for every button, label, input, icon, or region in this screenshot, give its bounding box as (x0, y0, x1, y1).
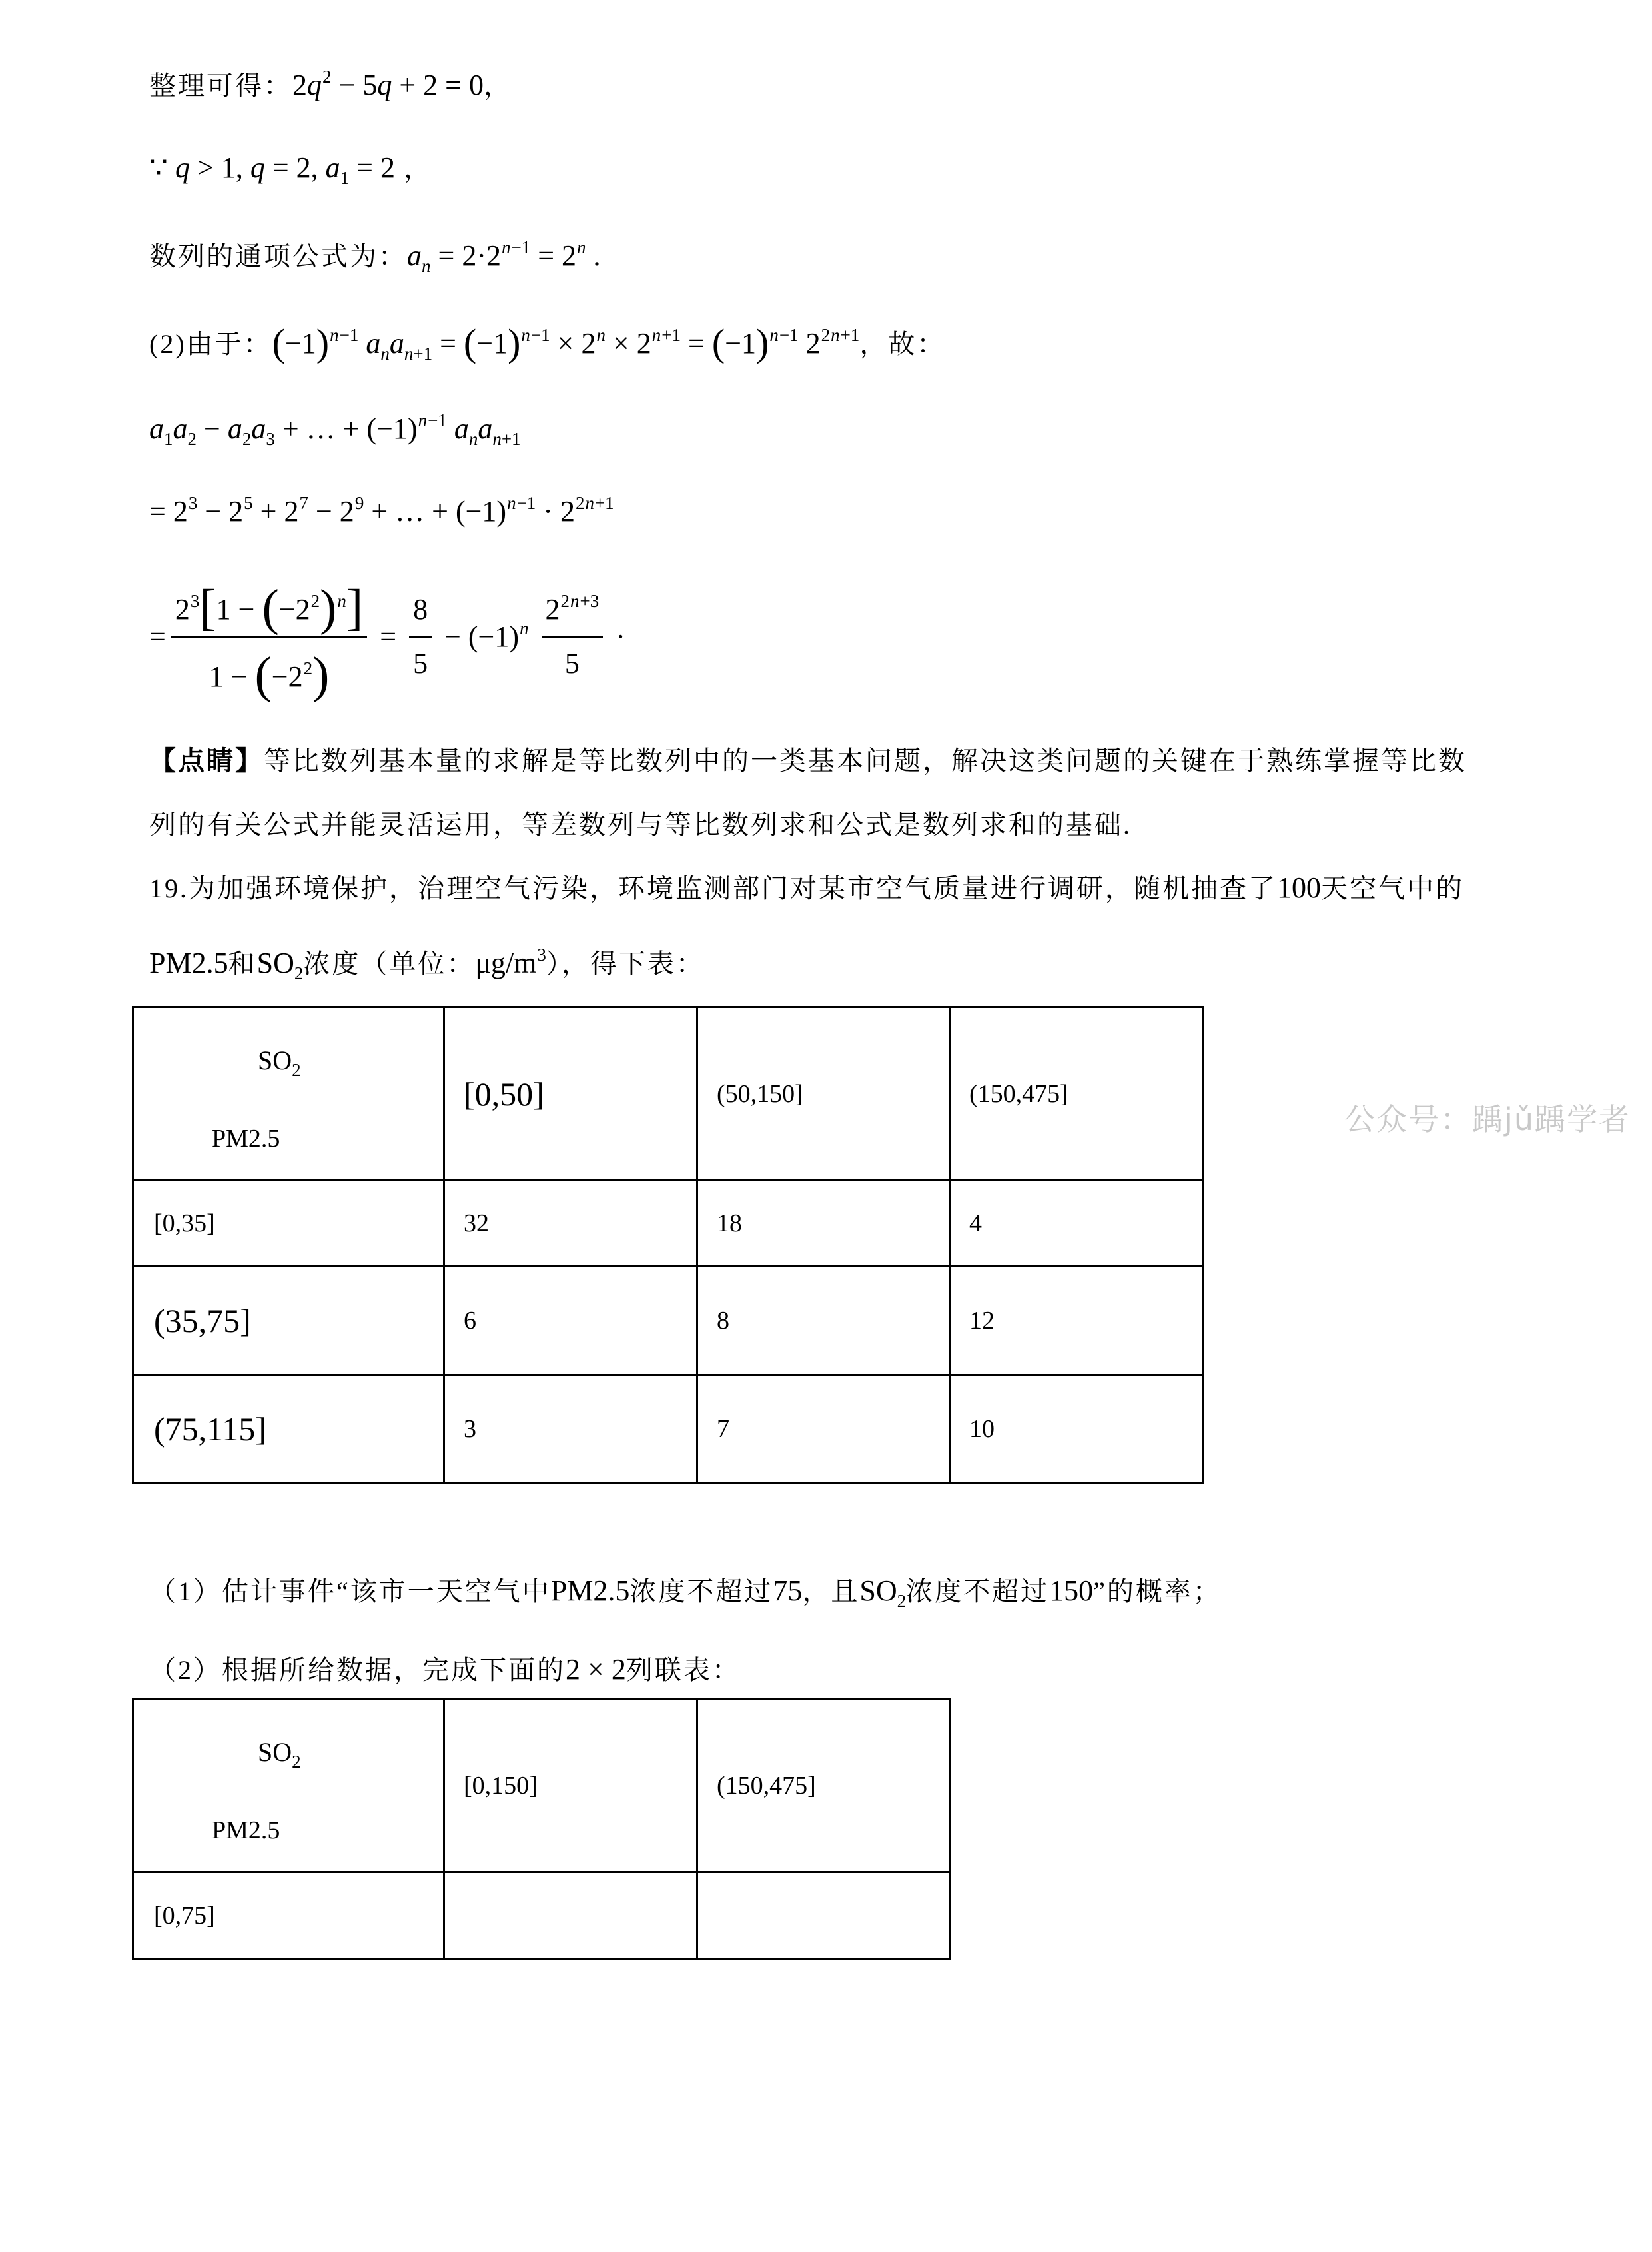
math-symbols: SO (256, 947, 294, 979)
table-cell: 32 (444, 1181, 697, 1266)
text-segment: （2）根据所给数据，完成下面的 (149, 1655, 566, 1685)
sum-powers-line (149, 492, 614, 532)
superscript: 2 (821, 325, 831, 345)
math-symbols: × 2 (550, 327, 596, 360)
subscript: +1 (501, 429, 521, 449)
math-symbols: − 2 (308, 495, 354, 528)
math-symbols: 5 (564, 646, 580, 680)
part2-term-line (149, 321, 946, 364)
large-bracket: ) (320, 580, 337, 636)
math-variable: a (407, 239, 422, 272)
superscript-variable: n (507, 493, 516, 513)
math-symbols: 150 (1049, 1574, 1094, 1607)
large-bracket: ) (756, 321, 769, 364)
large-bracket: [ (199, 580, 216, 636)
subscript: +1 (413, 344, 433, 364)
superscript-variable: n (596, 325, 606, 345)
column-header: (50,150] (697, 1007, 950, 1181)
superscript: 2 (303, 658, 313, 678)
power-fraction (542, 590, 604, 682)
table-row (133, 1266, 1203, 1375)
superscript: 7 (299, 493, 308, 513)
sum-result-line (149, 573, 625, 703)
math-symbols: SO (859, 1574, 897, 1607)
minus-sign-term (437, 620, 536, 654)
math-symbols: 2 (798, 327, 821, 360)
row-header: (75,115] (133, 1375, 444, 1483)
superscript: +1 (661, 325, 681, 345)
math-variable: q (250, 151, 265, 184)
math-symbols: 100 (1277, 871, 1321, 904)
math-symbols: −1 (284, 327, 316, 360)
corner-header-cell (133, 1699, 444, 1872)
math-symbols: − 5 (331, 69, 378, 101)
math-symbols: 2 × 2 (566, 1653, 626, 1686)
eight-fifths-fraction (409, 590, 432, 682)
superscript-variable: n (521, 325, 530, 345)
bold-label: 【点睛】 (149, 746, 264, 776)
math-symbols: = 2 (349, 151, 395, 184)
pm25-axis-label: PM2.5 (212, 1816, 280, 1844)
text-segment: ， (394, 153, 432, 183)
subscript: 2 (897, 1591, 907, 1611)
superscript: −1 (511, 237, 531, 257)
math-variable: a (227, 412, 242, 445)
corner-header-cell (133, 1007, 444, 1181)
empty-table-cell (444, 1872, 697, 1959)
math-variable: q (175, 151, 190, 184)
math-symbols: = 2 (149, 495, 188, 528)
contingency-table (132, 1698, 951, 1960)
superscript-variable: n (418, 410, 428, 430)
superscript-variable: n (501, 237, 511, 257)
math-symbols: −2 (278, 593, 310, 626)
empty-table-cell (697, 1872, 950, 1959)
math-variable: a (251, 412, 266, 445)
table-header-row (133, 1699, 950, 1872)
table-row (133, 1375, 1203, 1483)
superscript: 2 (575, 493, 585, 513)
table-cell: 18 (697, 1181, 950, 1266)
math-symbols: · 2 (536, 495, 575, 528)
superscript-variable: n (570, 591, 580, 612)
text-segment: 浓度（单位： (303, 949, 476, 979)
end-dot: · (608, 620, 625, 653)
row-header: [0,75] (133, 1872, 444, 1959)
math-symbols: SO (258, 1737, 292, 1767)
superscript: +1 (594, 493, 614, 513)
math-symbols: > 1, (190, 151, 250, 184)
ratio-condition-line (149, 148, 432, 188)
large-bracket: ( (711, 321, 725, 364)
subscript-variable: n (404, 344, 414, 364)
subscript-variable: n (468, 429, 478, 449)
math-symbols: 1 − (208, 660, 255, 693)
subscript-variable: n (492, 429, 502, 449)
column-header: [0,150] (444, 1699, 697, 1872)
math-symbols: = 2, (264, 151, 326, 184)
so2-axis-label (258, 1041, 301, 1083)
math-symbols: 2 (175, 593, 190, 626)
math-variable: a (173, 412, 188, 445)
large-bracket: ) (312, 646, 330, 703)
text-segment: ，故： (859, 329, 946, 359)
text-segment: (2)由于： (149, 329, 272, 359)
fraction-numerator (542, 590, 604, 637)
question-19-part-2 (149, 1650, 741, 1690)
fraction-numerator (409, 590, 432, 637)
superscript: 5 (244, 493, 253, 513)
comment-line-1 (149, 740, 1467, 780)
math-symbols: μg/m (475, 947, 537, 979)
math-symbols: −1 (476, 327, 508, 360)
text-segment: 等比数列基本量的求解是等比数列中的一类基本问题，解决这类问题的关键在于熟练掌握等比数 (264, 746, 1467, 776)
math-symbols: = (432, 327, 464, 360)
fraction-denominator (409, 638, 432, 682)
superscript-variable: n (520, 618, 529, 638)
math-symbols: 5 (413, 646, 428, 680)
text-segment: 列联表： (625, 1655, 741, 1685)
large-bracket: ( (463, 321, 477, 364)
text-segment: 19.为加强环境保护，治理空气污染，环境监测部门对某市空气质量进行调研，随机抽查了 (149, 873, 1277, 903)
large-bracket: ) (508, 321, 521, 364)
subscript: 2 (294, 963, 304, 983)
math-symbols: . (586, 239, 601, 272)
math-variable: a (478, 412, 493, 445)
math-symbols: − 2 (197, 495, 244, 528)
math-symbols: SO (258, 1045, 292, 1075)
equation-simplified-line (149, 65, 512, 105)
geometric-sum-fraction (171, 577, 367, 703)
superscript-variable: n (337, 591, 346, 612)
table-header-row (133, 1007, 1203, 1181)
table-row (133, 1872, 950, 1959)
subscript-variable: n (380, 344, 390, 364)
subscript: 1 (340, 168, 350, 188)
table-cell: 4 (950, 1181, 1203, 1266)
subscript: 2 (187, 429, 197, 449)
superscript: 3 (188, 493, 198, 513)
fraction-denominator (542, 638, 604, 682)
math-symbols: = 2·2 (430, 239, 501, 272)
math-variable: a (366, 327, 381, 360)
superscript-variable: n (330, 325, 339, 345)
watermark: 公众号：踽jǔ踽学者 (1344, 1101, 1631, 1137)
math-symbols: PM2.5 (149, 947, 228, 979)
superscript-variable: n (585, 493, 594, 513)
math-symbols: + … + (−1) (364, 495, 507, 528)
text-segment: ，且 (802, 1576, 860, 1606)
math-symbols: ∵ (149, 151, 175, 184)
math-symbols (529, 620, 536, 653)
text-segment: 和 (228, 949, 257, 979)
subscript: 2 (242, 429, 252, 449)
math-symbols (447, 412, 454, 445)
superscript: 2 (322, 67, 332, 87)
text-segment: ”的概率； (1093, 1576, 1222, 1606)
subscript: 2 (292, 1060, 301, 1080)
large-bracket: ( (272, 321, 285, 364)
column-header: [0,50] (444, 1007, 697, 1181)
math-symbols: 1 − (216, 593, 262, 626)
table-cell: 12 (950, 1266, 1203, 1375)
pm25-axis-label: PM2.5 (212, 1125, 280, 1153)
row-header: [0,35] (133, 1181, 444, 1266)
text-segment: 浓度不超过 (906, 1576, 1050, 1606)
math-symbols: + 2 = 0 (392, 69, 484, 101)
superscript: 2 (560, 591, 570, 612)
superscript-variable: n (769, 325, 779, 345)
fraction-denominator (171, 638, 367, 703)
math-variable: a (389, 327, 404, 360)
text-segment: ， (483, 71, 512, 101)
table-cell: 3 (444, 1375, 697, 1483)
large-bracket: ( (262, 580, 279, 636)
math-symbols: = 2 (530, 239, 577, 272)
math-variable: a (454, 412, 469, 445)
large-bracket: ( (254, 646, 272, 703)
superscript-variable: n (831, 325, 840, 345)
table-cell: 10 (950, 1375, 1203, 1483)
math-variable: a (325, 151, 340, 184)
subscript: 3 (266, 429, 275, 449)
math-symbols: = (681, 327, 712, 360)
row-header: (35,75] (133, 1266, 444, 1375)
text-segment: （1）估计事件“该市一天空气中 (149, 1576, 551, 1606)
math-symbols: × 2 (605, 327, 651, 360)
large-bracket: ) (316, 321, 330, 364)
superscript: +1 (840, 325, 860, 345)
equals-sign: = (149, 620, 166, 653)
math-symbols: −1 (725, 327, 757, 360)
table-row (133, 1181, 1203, 1266)
air-quality-table (132, 1006, 1204, 1484)
table-cell: 8 (697, 1266, 950, 1375)
superscript: −1 (530, 325, 550, 345)
math-symbols: 2 (292, 69, 307, 101)
text-segment: 列的有关公式并能灵活运用，等差数列与等比数列求和公式是数列求和的基础. (149, 810, 1132, 840)
subscript: 1 (164, 429, 173, 449)
superscript: −1 (779, 325, 799, 345)
math-symbols: 75 (773, 1574, 803, 1607)
math-symbols: − (−1) (437, 620, 519, 653)
question-19-line-1 (149, 868, 1464, 908)
table-cell: 6 (444, 1266, 697, 1375)
math-symbols: − (197, 412, 228, 445)
superscript: −1 (428, 410, 447, 430)
comment-line-2 (149, 804, 1132, 844)
math-variable: q (307, 69, 322, 101)
superscript-variable: n (577, 237, 586, 257)
superscript: 2 (310, 591, 320, 612)
superscript: 9 (354, 493, 364, 513)
math-symbols: PM2.5 (550, 1574, 630, 1607)
math-variable: q (377, 69, 392, 101)
superscript: 3 (537, 945, 546, 965)
superscript: +3 (580, 591, 600, 612)
superscript-variable: n (651, 325, 661, 345)
superscript: −1 (339, 325, 359, 345)
text-segment: 数列的通项公式为： (149, 241, 407, 271)
question-19-line-2 (149, 943, 705, 983)
text-segment: 天空气中的 (1321, 873, 1464, 903)
column-header: (150,475] (697, 1699, 950, 1872)
math-symbols: −2 (271, 660, 303, 693)
equals-sign: = (372, 620, 404, 653)
sum-expression-line (149, 409, 521, 449)
text-segment: 整理可得： (149, 71, 292, 101)
math-symbols: 2 (545, 593, 560, 626)
math-symbols: 8 (413, 593, 428, 626)
subscript-variable: n (422, 256, 431, 276)
so2-axis-label (258, 1732, 301, 1775)
text-segment: ），得下表： (546, 949, 705, 979)
superscript: −1 (516, 493, 536, 513)
question-19-part-1 (149, 1571, 1222, 1611)
subscript: 2 (292, 1752, 301, 1772)
math-symbols (358, 327, 366, 360)
large-bracket: ] (346, 580, 364, 636)
superscript: 3 (190, 591, 200, 612)
column-header: (150,475] (950, 1007, 1203, 1181)
text-segment: 浓度不超过 (629, 1576, 773, 1606)
fraction-numerator (171, 577, 367, 637)
math-variable: a (149, 412, 164, 445)
math-symbols: + 2 (252, 495, 299, 528)
math-symbols: + … + (−1) (274, 412, 418, 445)
general-term-line (149, 236, 601, 276)
table-cell: 7 (697, 1375, 950, 1483)
